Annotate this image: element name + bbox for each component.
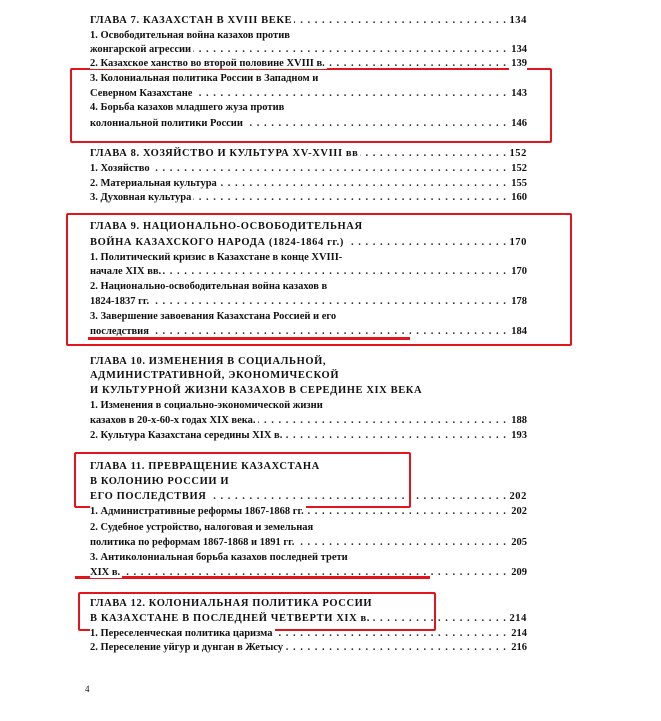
toc-line: начале XIX вв. 170 . . . [90,265,527,279]
toc-line: ГЛАВА 12. КОЛОНИАЛЬНАЯ ПОЛИТИКА РОССИИ [90,598,373,609]
toc-line: ЕГО ПОСЛЕДСТВИЯ 202 . . . [90,490,527,504]
toc-line: 2. Культура Казахстана середины XIX в. 193 . . . [90,429,527,443]
toc-line: 1. Переселенческая политика царизма 214 . . . [90,627,527,641]
toc-line: ВОЙНА КАЗАХСКОГО НАРОДА (1824-1864 гг.) 170 . . . [90,236,527,250]
toc-line: жонгарской агрессии 134 . . . [90,43,527,57]
toc-line: колониальной политики России 146 . . . [90,117,527,131]
annotation-underline [88,337,410,340]
toc-line: 1. Освободительная война казахов против [90,30,290,41]
toc-line: 2. Казахское ханство во второй половине XVIII в. 139 . . . [90,57,527,71]
toc-line: ГЛАВА 7. КАЗАХСТАН В XVIII ВЕКЕ 134 . . . [90,14,527,28]
toc-line: В КОЛОНИЮ РОССИИ И [90,476,230,487]
toc-line: ГЛАВА 8. ХОЗЯЙСТВО И КУЛЬТУРА XV-XVIII вв 152 . . . [90,147,527,161]
toc-line: политика по реформам 1867-1868 и 1891 гг. 205 . . . [90,536,527,550]
toc-line: И КУЛЬТУРНОЙ ЖИЗНИ КАЗАХОВ В СЕРЕДИНЕ XIX ВЕКА [90,385,423,396]
toc-line: 2. Материальная культура 155 . . . [90,177,527,191]
toc-line: 4. Борьба казахов младшего жуза против [90,102,285,113]
toc-line: 1. Изменения в социально-экономической жизни [90,400,323,411]
page-number: 4 [85,684,90,694]
toc-line: В КАЗАХСТАНЕ В ПОСЛЕДНЕЙ ЧЕТВЕРТИ XIX в. 214 . . . [90,612,527,626]
toc-line: 3. Духовная культура 160 . . . [90,191,527,205]
toc-line: Северном Казахстане 143 . . . [90,87,527,101]
toc-line: 3. Завершение завоевания Казахстана Россией и его [90,311,337,322]
toc-line: XIX в. 209 . . . [90,566,527,580]
annotation-underline [75,576,430,579]
toc-line: 2. Национально-освободительная война казахов в [90,281,328,292]
toc-line: 2. Переселение уйгур и дунган в Жетысу 216 . . . [90,641,527,655]
toc-line: АДМИНИСТРАТИВНОЙ, ЭКОНОМИЧЕСКОЙ [90,370,340,381]
toc-line: 1. Хозяйство 152 . . . [90,162,527,176]
toc-line: 1. Административные реформы 1867-1868 гг. 202 . . . [90,505,527,519]
toc-line: ГЛАВА 9. НАЦИОНАЛЬНО-ОСВОБОДИТЕЛЬНАЯ [90,221,363,232]
toc-line: последствия 184 . . . [90,325,527,339]
toc-line: 3. Колониальная политика России в Западном и [90,73,319,84]
toc-line: ГЛАВА 10. ИЗМЕНЕНИЯ В СОЦИАЛЬНОЙ, [90,356,327,367]
toc-line: 1824-1837 гг. 178 . . . [90,295,527,309]
toc-line: 3. Антиколониальная борьба казахов последней трети [90,552,348,563]
toc-line: 1. Политический кризис в Казахстане в конце XVIII- [90,252,343,263]
toc-line: казахов в 20-х-60-х годах XIX века. 188 . . . [90,414,527,428]
toc-line: 2. Судебное устройство, налоговая и земельная [90,522,314,533]
toc-line: ГЛАВА 11. ПРЕВРАЩЕНИЕ КАЗАХСТАНА [90,461,320,472]
